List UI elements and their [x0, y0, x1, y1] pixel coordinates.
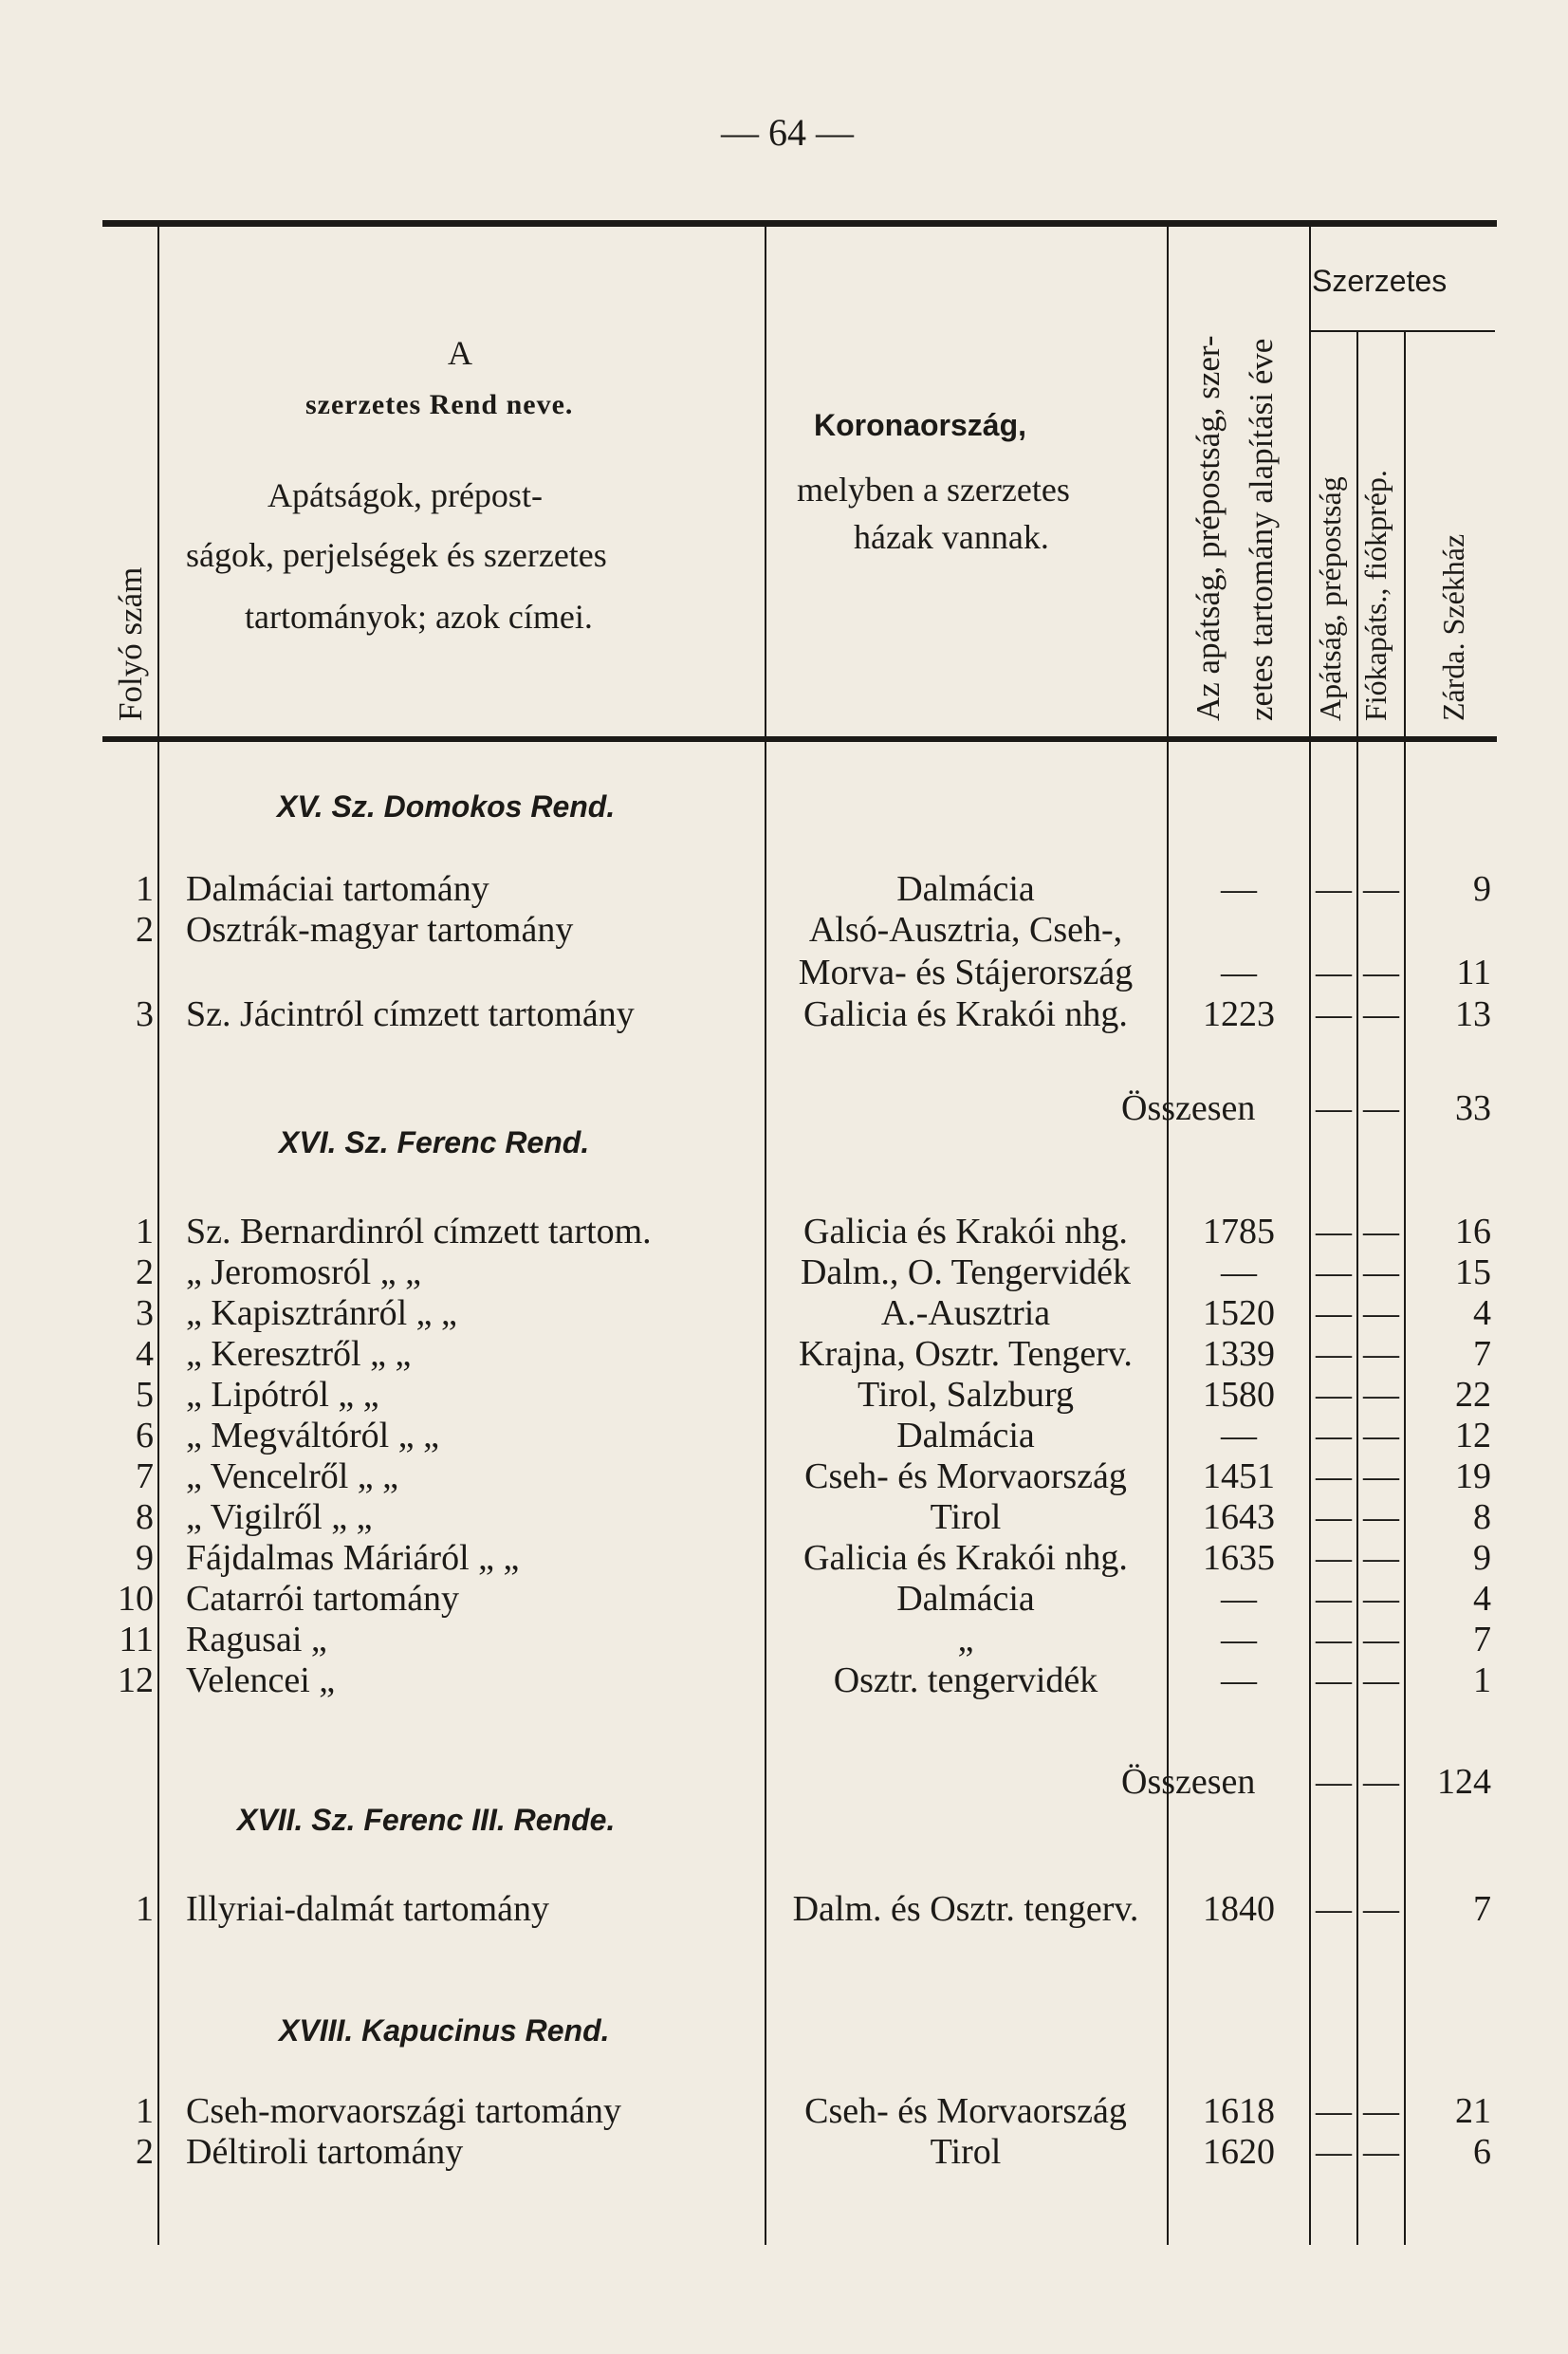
row-year: 1840 — [1203, 1889, 1275, 1929]
header-bottom-rule — [102, 736, 1497, 742]
row-country: Alsó-Ausztria, Cseh-, — [808, 910, 1123, 950]
row-col-c: 22 — [1455, 1375, 1491, 1415]
row-col-c: 4 — [1473, 1579, 1491, 1619]
row-year: 1618 — [1203, 2091, 1275, 2131]
section-title-16: XVI. Sz. Ferenc Rend. — [279, 1125, 590, 1159]
row-country: Galicia és Krakói nhg. — [803, 1212, 1128, 1251]
row-col-a: — — [1316, 1497, 1352, 1537]
row-col-c: 7 — [1473, 1620, 1491, 1659]
row-col-c: 8 — [1473, 1497, 1491, 1537]
row-year: 1223 — [1203, 994, 1275, 1034]
row-col-a: — — [1316, 1889, 1352, 1929]
row-name: Ragusai „ — [186, 1620, 327, 1659]
row-year: 1339 — [1203, 1334, 1275, 1374]
row-col-c: 6 — [1473, 2132, 1491, 2172]
row-col-b: — — [1363, 2091, 1399, 2131]
header-order-sub1: Apátságok, prépost- — [267, 476, 543, 514]
row-col-c: 13 — [1455, 994, 1491, 1034]
total-a-15: — — [1316, 1088, 1352, 1128]
total-label-16: Összesen — [1121, 1762, 1256, 1802]
row-col-a: — — [1316, 1252, 1352, 1292]
row-year: 1451 — [1203, 1456, 1275, 1496]
row-number: 5 — [136, 1375, 154, 1415]
header-order-title: szerzetes Rend neve. — [305, 389, 574, 420]
row-col-a: — — [1316, 2132, 1352, 2172]
header-col-a-1: Apátság, prépostság — [1313, 476, 1347, 721]
page-number: — 64 — — [721, 111, 854, 154]
row-name: Déltiroli tartomány — [186, 2132, 464, 2172]
row-col-b: — — [1363, 1416, 1399, 1455]
row-col-b: — — [1363, 869, 1399, 909]
row-country: Tirol, Salzburg — [857, 1375, 1075, 1415]
row-col-c: 11 — [1456, 953, 1491, 992]
row-name: Cseh-morvaországi tartomány — [186, 2091, 622, 2131]
row-col-b: — — [1363, 1660, 1399, 1700]
row-country: Dalmácia — [896, 869, 1035, 909]
row-number: 3 — [136, 1293, 154, 1333]
row-col-c: 1 — [1473, 1660, 1491, 1700]
table-top-rule — [102, 220, 1497, 227]
row-number: 10 — [118, 1579, 154, 1619]
row-col-b: — — [1363, 1212, 1399, 1251]
row-name: Catarrói tartomány — [186, 1579, 460, 1619]
row-col-a: — — [1316, 1334, 1352, 1374]
row-col-b: — — [1363, 1538, 1399, 1578]
row-country: Osztr. tengervidék — [833, 1660, 1098, 1700]
row-number: 9 — [136, 1538, 154, 1578]
row-number: 12 — [118, 1660, 154, 1700]
row-name: „ Megváltóról „ „ — [186, 1416, 439, 1455]
row-col-a: — — [1316, 1620, 1352, 1659]
header-founded-1: Az apátság, prépostság, szer- — [1190, 335, 1227, 721]
row-name: „ Lipótról „ „ — [186, 1375, 379, 1415]
row-col-b: — — [1363, 1252, 1399, 1292]
row-year: 1785 — [1203, 1212, 1275, 1251]
row-col-c: 9 — [1473, 1538, 1491, 1578]
row-name: Sz. Jácintról címzett tartomány — [186, 994, 635, 1034]
row-col-b: — — [1363, 953, 1399, 992]
row-name: „ Kapisztránról „ „ — [186, 1293, 457, 1333]
col-divider-3 — [1167, 224, 1169, 2245]
row-name: Fájdalmas Máriáról „ „ — [186, 1538, 520, 1578]
row-col-c: 12 — [1455, 1416, 1491, 1455]
row-country: Tirol — [930, 2132, 1002, 2172]
row-number: 11 — [119, 1620, 154, 1659]
szerzetes-rule — [1309, 330, 1495, 332]
row-number: 2 — [136, 910, 154, 950]
row-country: A.-Ausztria — [880, 1293, 1051, 1333]
total-b-16: — — [1363, 1762, 1399, 1802]
row-year: 1620 — [1203, 2132, 1275, 2172]
row-country: „ — [957, 1620, 974, 1659]
row-number: 1 — [136, 1889, 154, 1929]
row-year: — — [1221, 1416, 1257, 1455]
row-name: „ Jeromosról „ „ — [186, 1252, 421, 1292]
row-col-b: — — [1363, 2132, 1399, 2172]
row-number: 7 — [136, 1456, 154, 1496]
row-year: — — [1221, 1660, 1257, 1700]
row-number: 2 — [136, 2132, 154, 2172]
row-year: 1643 — [1203, 1497, 1275, 1537]
section-title-17: XVII. Sz. Ferenc III. Rende. — [237, 1803, 616, 1837]
header-szerzetes: Szerzetes — [1312, 264, 1448, 298]
row-col-c: 16 — [1455, 1212, 1491, 1251]
header-founded-2: zetes tartomány alapítási éve — [1243, 338, 1280, 721]
row-col-c: 4 — [1473, 1293, 1491, 1333]
row-year: — — [1221, 1620, 1257, 1659]
row-year: — — [1221, 869, 1257, 909]
row-col-b: — — [1363, 994, 1399, 1034]
row-number: 3 — [136, 994, 154, 1034]
row-col-b: — — [1363, 1456, 1399, 1496]
header-country-title: Koronaország, — [814, 408, 1027, 442]
row-year: — — [1221, 953, 1257, 992]
row-col-c: 21 — [1455, 2091, 1491, 2131]
row-country: Dalm. és Osztr. tengerv. — [792, 1889, 1139, 1929]
row-country: Galicia és Krakói nhg. — [803, 994, 1128, 1034]
row-year: 1635 — [1203, 1538, 1275, 1578]
row-col-a: — — [1316, 1293, 1352, 1333]
row-col-b: — — [1363, 1334, 1399, 1374]
row-number: 2 — [136, 1252, 154, 1292]
row-col-c: 7 — [1473, 1889, 1491, 1929]
row-country: Morva- és Stájerország — [798, 953, 1134, 992]
row-col-a: — — [1316, 1212, 1352, 1251]
row-number: 1 — [136, 1212, 154, 1251]
row-col-a: — — [1316, 1579, 1352, 1619]
row-country: Dalmácia — [896, 1416, 1035, 1455]
row-col-a: — — [1316, 994, 1352, 1034]
row-col-c: 15 — [1455, 1252, 1491, 1292]
row-year: 1580 — [1203, 1375, 1275, 1415]
row-col-c: 19 — [1455, 1456, 1491, 1496]
row-year: — — [1221, 1252, 1257, 1292]
row-name: „ Vencelről „ „ — [186, 1456, 399, 1496]
row-name: Sz. Bernardinról címzett tartom. — [186, 1212, 652, 1251]
row-country: Dalmácia — [896, 1579, 1035, 1619]
row-country: Cseh- és Morvaország — [804, 2091, 1127, 2131]
header-order-sub3: tartományok; azok címei. — [245, 598, 593, 636]
row-name: Dalmáciai tartomány — [186, 869, 489, 909]
row-col-b: — — [1363, 1620, 1399, 1659]
row-year: — — [1221, 1579, 1257, 1619]
row-number: 8 — [136, 1497, 154, 1537]
section-title-15: XV. Sz. Domokos Rend. — [277, 789, 616, 824]
header-order-sub2: ságok, perjelségek és szerzetes — [186, 536, 607, 574]
row-country: Cseh- és Morvaország — [804, 1456, 1127, 1496]
total-a-16: — — [1316, 1762, 1352, 1802]
row-col-b: — — [1363, 1293, 1399, 1333]
row-number: 4 — [136, 1334, 154, 1374]
row-year: 1520 — [1203, 1293, 1275, 1333]
row-col-c: 7 — [1473, 1334, 1491, 1374]
header-col-a-2: Fiókapáts., fiókprép. — [1358, 470, 1393, 721]
total-b-15: — — [1363, 1088, 1399, 1128]
row-col-a: — — [1316, 869, 1352, 909]
header-country-sub2: házak vannak. — [854, 518, 1049, 556]
col-divider-1 — [157, 224, 159, 2245]
row-name: Osztrák-magyar tartomány — [186, 910, 574, 950]
row-col-b: — — [1363, 1889, 1399, 1929]
row-col-a: — — [1316, 1538, 1352, 1578]
row-name: „ Vigilről „ „ — [186, 1497, 373, 1537]
total-c-16: 124 — [1437, 1762, 1491, 1802]
row-country: Krajna, Osztr. Tengerv. — [799, 1334, 1133, 1374]
row-name: Velencei „ — [186, 1660, 336, 1700]
row-number: 1 — [136, 2091, 154, 2131]
row-col-a: — — [1316, 2091, 1352, 2131]
row-name: „ Keresztről „ „ — [186, 1334, 412, 1374]
row-col-a: — — [1316, 1375, 1352, 1415]
row-country: Galicia és Krakói nhg. — [803, 1538, 1128, 1578]
header-folyo-szam: Folyó szám — [112, 566, 149, 721]
row-col-a: — — [1316, 1660, 1352, 1700]
row-col-b: — — [1363, 1497, 1399, 1537]
row-number: 1 — [136, 869, 154, 909]
row-col-a: — — [1316, 953, 1352, 992]
header-country-sub1: melyben a szerzetes — [797, 471, 1070, 509]
row-country: Tirol — [930, 1497, 1002, 1537]
header-col-b: Zárda. Székház — [1436, 533, 1470, 721]
row-col-c: 9 — [1473, 869, 1491, 909]
total-c-15: 33 — [1455, 1088, 1491, 1128]
row-country: Dalm., O. Tengervidék — [800, 1252, 1132, 1292]
row-name: Illyriai-dalmát tartomány — [186, 1889, 550, 1929]
header-order-a: A — [448, 334, 472, 372]
section-title-18: XVIII. Kapucinus Rend. — [279, 2013, 610, 2048]
row-col-b: — — [1363, 1579, 1399, 1619]
total-label-15: Összesen — [1121, 1088, 1256, 1128]
row-col-b: — — [1363, 1375, 1399, 1415]
row-col-a: — — [1316, 1456, 1352, 1496]
row-number: 6 — [136, 1416, 154, 1455]
row-col-a: — — [1316, 1416, 1352, 1455]
